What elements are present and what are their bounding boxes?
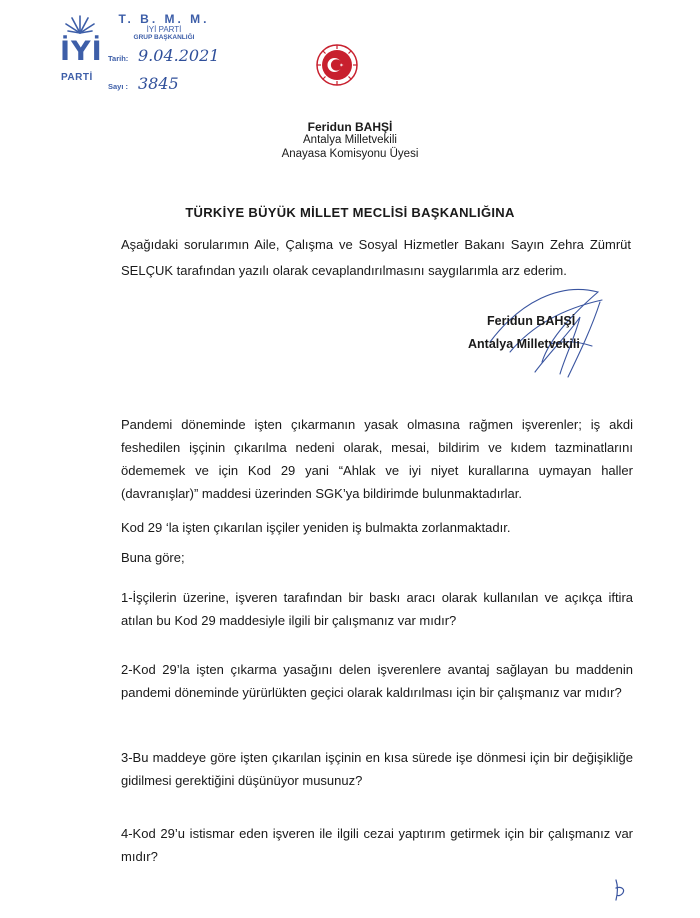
stamp-date-value: 9.04.2021 bbox=[138, 46, 220, 65]
sender-role: Anayasa Komisyonu Üyesi bbox=[281, 148, 419, 160]
stamp-date-label: Tarih: bbox=[108, 54, 129, 63]
sun-rays-icon bbox=[64, 14, 96, 34]
body-paragraph-1: Pandemi döneminde işten çıkarmanın yasak olmasına rağmen işverenler; iş akdi feshedilen işçinin çıkarılma nedeni olarak, mesai, bildirim ve kıdem tazminatlarını ödememek ve için Kod 29 yani “Ahlak ve iyi niyet kurallarına uymayan haller (davranışlar)” maddesi üzerinden SGK’ya bildirimde bulunmaktadırlar. bbox=[121, 417, 633, 501]
stamp-number-value: 3845 bbox=[138, 74, 179, 93]
initials-mark bbox=[608, 876, 636, 904]
stamp-line-1: T. B. M. M. bbox=[118, 12, 210, 26]
tbmm-emblem-icon bbox=[316, 44, 358, 86]
stamp-line-3: GRUP BAŞKANLIĞI bbox=[133, 34, 195, 41]
sender-city: Antalya Milletvekili bbox=[303, 134, 397, 146]
body-paragraph-2: Kod 29 ‘la işten çıkarılan işçiler yeniden iş bulmakta zorlanmaktadır. bbox=[121, 520, 511, 535]
signature-title: Antalya Milletvekili bbox=[468, 337, 580, 351]
body-paragraph-3: Buna göre; bbox=[121, 550, 185, 565]
iyi-party-logo bbox=[58, 14, 102, 86]
intro-paragraph: Aşağıdaki sorularımın Aile, Çalışma ve Sosyal Hizmetler Bakanı Sayın Zehra Zümrüt SELÇUK tarafından yazılı olarak cevaplandırılmasını saygılarımla arz ederim. bbox=[121, 237, 631, 278]
question-3: 3-Bu maddeye göre işten çıkarılan işçinin en kısa sürede işe dönmesi için bir değişikliğe gidilmesi gerektiğini düşünüyor musunuz? bbox=[121, 750, 633, 788]
question-2: 2-Kod 29’la işten çıkarma yasağını delen işverenlere avantaj sağlayan bu maddenin pandemi döneminde yürürlükten geçici olarak kaldırılması için bir çalışmanız var mıdır? bbox=[121, 662, 633, 700]
sender-name: Feridun BAHŞİ bbox=[307, 120, 393, 134]
logo-subtext: PARTİ bbox=[61, 72, 93, 83]
addressee-heading: TÜRKİYE BÜYÜK MİLLET MECLİSİ BAŞKANLIĞINA bbox=[185, 205, 515, 220]
stamp-line-2: İYİ PARTİ bbox=[146, 25, 182, 34]
stamp-number-label: Sayı : bbox=[108, 82, 129, 91]
question-4: 4-Kod 29’u istismar eden işveren ile ilgili cezai yaptırım getirmek için bir çalışmanız var mıdır? bbox=[121, 826, 633, 864]
logo-text: İYİ bbox=[60, 36, 103, 67]
signature-name: Feridun BAHŞİ bbox=[487, 314, 576, 328]
handwritten-signature bbox=[480, 282, 610, 382]
question-1: 1-İşçilerin üzerine, işveren tarafından bir baskı aracı olarak kullanılan ve açıkça iftira atılan bu Kod 29 maddesiyle ilgili bir çalışmanız var mıdır? bbox=[121, 590, 633, 628]
